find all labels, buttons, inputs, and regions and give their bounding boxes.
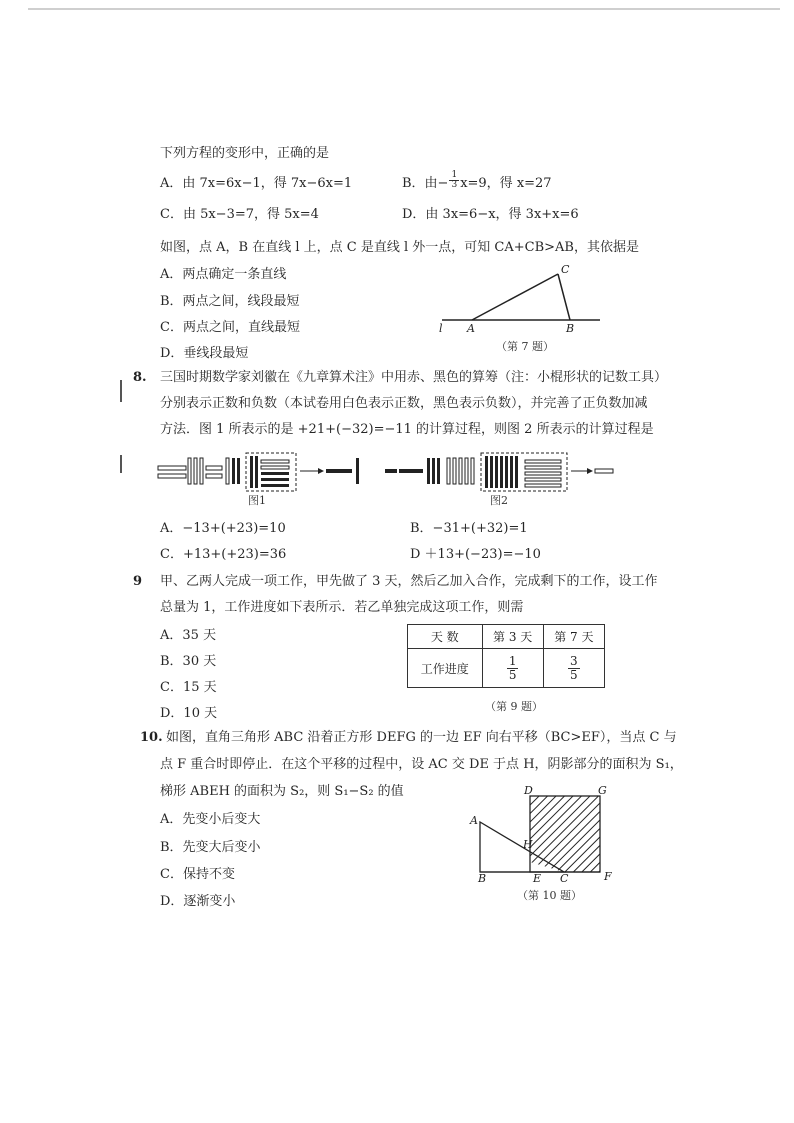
q8-stem-line1: 三国时期数学家刘徽在《九章算术注》中用赤、黑色的算筹（注：小棍形状的记数工具） — [160, 370, 668, 385]
fig2-result-rod — [595, 469, 613, 473]
fig1-white-rods-left — [158, 458, 229, 484]
fig2-black-rod — [385, 469, 397, 473]
q8-option-a[interactable]: A．−13+(+23)=10 — [160, 521, 286, 536]
q10-stem-line3: 梯形 ABEH 的面积为 S₂，则 S₁−S₂ 的值 — [160, 784, 404, 799]
fig1-dashed-box — [246, 453, 296, 491]
fig1-black-rods — [232, 458, 240, 484]
table-header-cell: 天 数 — [408, 625, 483, 649]
table-header-row — [408, 625, 605, 649]
fraction-numerator: 3 — [570, 653, 578, 668]
q8-stem-line2: 分别表示正数和负数（本试卷用白色表示正数，黑色表示负数），并完善了正负数加减 — [160, 396, 648, 411]
table-cell — [482, 649, 543, 688]
q6-option-b-fraction — [449, 171, 459, 190]
q9-caption: （第 9 题） — [485, 700, 543, 713]
q8-number: 8. — [133, 370, 147, 385]
page-top-edge — [28, 8, 780, 10]
fig2-dashed-box — [481, 453, 567, 491]
q10-label-d: D — [524, 784, 533, 797]
q6-option-d[interactable]: D．由 3x=6−x，得 3x+x=6 — [402, 207, 579, 222]
q10-figure — [470, 788, 620, 878]
q9-option-a[interactable]: A．35 天 — [160, 628, 217, 643]
shaded-region — [530, 796, 600, 872]
q10-label-h: H — [523, 838, 533, 851]
q7-option-c[interactable]: C．两点之间，直线最短 — [160, 320, 300, 335]
q6-option-b-tail: x=9，得 x=27 — [460, 176, 552, 191]
q6-frac-denominator: 3 — [451, 180, 458, 190]
q7-option-a[interactable]: A．两点确定一条直线 — [160, 267, 287, 282]
q9-option-d[interactable]: D．10 天 — [160, 706, 218, 721]
q10-option-b[interactable]: B．先变大后变小 — [160, 840, 261, 855]
q7-label-c: C — [561, 263, 570, 276]
table-row-label: 工作进度 — [408, 649, 483, 688]
q10-option-a[interactable]: A．先变小后变大 — [160, 812, 261, 827]
q8-option-c[interactable]: C．+13+(+23)=36 — [160, 547, 287, 562]
fraction-numerator: 1 — [508, 653, 517, 668]
q7-label-a: A — [467, 322, 475, 335]
fraction — [568, 655, 580, 682]
q6-option-a[interactable]: A．由 7x=6x−1，得 7x−6x=1 — [160, 176, 353, 191]
q8-figure-2 — [385, 450, 615, 496]
q7-option-d[interactable]: D．垂线段最短 — [160, 346, 249, 361]
q10-label-a: A — [470, 814, 478, 827]
q7-stem: 如图，点 A，B 在直线 l 上，点 C 是直线 l 外一点，可知 CA+CB>AB，其依据是 — [160, 240, 639, 255]
q10-option-c[interactable]: C．保持不变 — [160, 867, 235, 882]
q7-caption: （第 7 题） — [496, 340, 554, 353]
table-header-cell: 第 3 天 — [482, 625, 543, 649]
q8-option-b[interactable]: B．−31+(+32)=1 — [410, 521, 528, 536]
fraction — [507, 655, 519, 682]
scan-margin-mark — [120, 455, 122, 473]
q10-label-f: F — [604, 870, 612, 883]
q9-progress-table — [407, 624, 605, 688]
q7-option-b[interactable]: B．两点之间，线段最短 — [160, 294, 300, 309]
q8-fig1-label: 图1 — [248, 494, 266, 507]
fraction-denominator: 5 — [570, 667, 578, 682]
fig2-white-rods — [447, 458, 474, 484]
scan-margin-mark — [120, 380, 122, 402]
q9-number: 9 — [133, 574, 143, 589]
q10-option-d[interactable]: D．逐渐变小 — [160, 894, 236, 909]
fig1-result-rod — [356, 458, 359, 484]
q9-stem-line1: 甲、乙两人完成一项工作，甲先做了 3 天，然后乙加入合作，完成剩下的工作，设工作 — [160, 574, 658, 589]
q10-label-b: B — [478, 872, 487, 885]
fig2-arrowhead — [587, 468, 593, 474]
q7-label-l: l — [439, 322, 443, 335]
table-row — [408, 649, 605, 688]
q9-option-c[interactable]: C．15 天 — [160, 680, 217, 695]
q9-stem-line2: 总量为 1，工作进度如下表所示．若乙单独完成这项工作，则需 — [160, 600, 524, 615]
q6-stem: 下列方程的变形中，正确的是 — [160, 146, 330, 161]
q7-figure — [440, 262, 610, 342]
q8-fig2-label: 图2 — [490, 494, 508, 507]
q6-option-b[interactable] — [402, 170, 552, 192]
fig1-result-rod — [326, 469, 352, 473]
fig2-black-rods-left — [399, 458, 440, 484]
table-header-cell: 第 7 天 — [543, 625, 604, 649]
segment-ac — [472, 274, 558, 320]
q8-stem-line3: 方法．图 1 所表示的是 +21+(−32)=−11 的计算过程，则图 2 所表示的计算过程是 — [160, 422, 654, 437]
q6-option-b-prefix: B．由− — [402, 176, 449, 191]
q8-figure-1 — [158, 450, 368, 496]
q10-label-g: G — [598, 784, 607, 797]
table-cell — [543, 649, 604, 688]
q6-option-c[interactable]: C．由 5x−3=7，得 5x=4 — [160, 207, 319, 222]
fraction-denominator: 5 — [508, 667, 517, 682]
q10-stem-line1: 如图，直角三角形 ABC 沿着正方形 DEFG 的一边 EF 向右平移（BC>EF），当点 C 与 — [166, 730, 677, 745]
q10-number: 10. — [140, 730, 163, 745]
q6-frac-numerator: 1 — [451, 170, 458, 180]
q8-option-d[interactable]: D ＋13+(−23)=−10 — [410, 547, 541, 562]
segment-cb — [558, 274, 570, 320]
fig1-arrowhead — [318, 468, 324, 474]
q7-label-b: B — [566, 322, 575, 335]
q10-label-c: C — [560, 872, 569, 885]
q10-stem-line2: 点 F 重合时即停止．在这个平移的过程中，设 AC 交 DE 于点 H，阴影部分的面积为 S₁， — [160, 757, 683, 772]
q10-caption: （第 10 题） — [517, 889, 582, 902]
q10-label-e: E — [533, 872, 542, 885]
q9-option-b[interactable]: B．30 天 — [160, 654, 217, 669]
